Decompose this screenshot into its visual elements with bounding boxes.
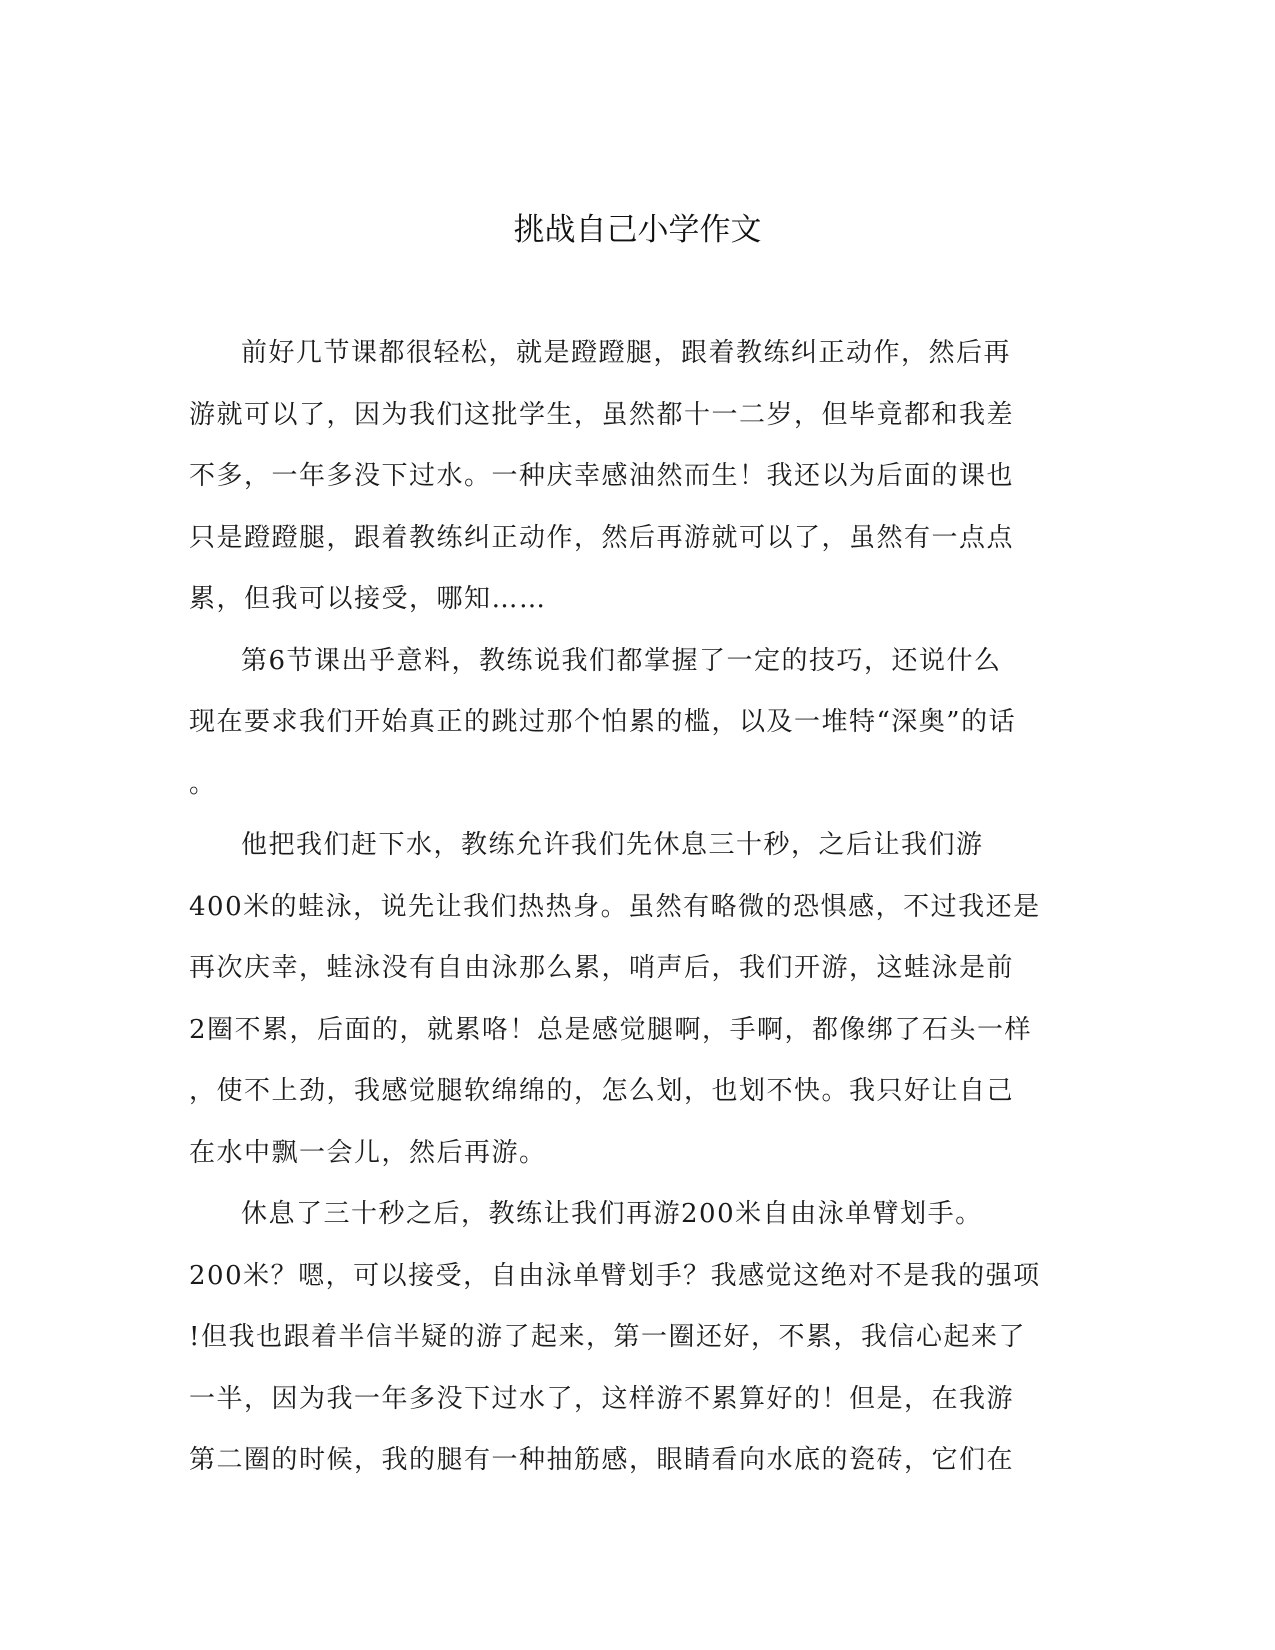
text-line: 一半，因为我一年多没下过水了，这样游不累算好的！但是，在我游	[189, 1383, 1015, 1414]
text-line: 累，但我可以接受，哪知……	[189, 584, 547, 614]
text-line: 第6节课出乎意料，教练说我们都掌握了一定的技巧，还说什么	[241, 645, 1002, 676]
text-line: 不多，一年多没下过水。一种庆幸感油然而生！我还以为后面的课也	[189, 461, 1015, 491]
document-title: 挑战自己小学作文	[513, 212, 762, 248]
text-line: 2圈不累，后面的，就累咯！总是感觉腿啊，手啊，都像绑了石头一样	[189, 1014, 1033, 1045]
text-line: 。	[189, 768, 217, 799]
text-line: 200米？嗯，可以接受，自由泳单臂划手？我感觉这绝对不是我的强项	[189, 1260, 1041, 1291]
document-body	[189, 323, 1079, 1492]
text-line: 400米的蛙泳，说先让我们热热身。虽然有略微的恐惧感，不过我还是	[189, 891, 1041, 922]
text-line: !但我也跟着半信半疑的游了起来，第一圈还好，不累，我信心起来了	[189, 1322, 1026, 1352]
text-line: 现在要求我们开始真正的跳过那个怕累的槛，以及一堆特“深奥”的话	[189, 707, 1017, 737]
text-line: 在水中飘一会儿，然后再游。	[189, 1137, 547, 1168]
text-line: 前好几节课都很轻松，就是蹬蹬腿，跟着教练纠正动作，然后再	[241, 338, 1012, 368]
text-line: 再次庆幸，蛙泳没有自由泳那么累，哨声后，我们开游，这蛙泳是前	[189, 953, 1015, 983]
text-line: 休息了三十秒之后，教练让我们再游200米自由泳单臂划手。	[241, 1199, 983, 1229]
text-line: 只是蹬蹬腿，跟着教练纠正动作，然后再游就可以了，虽然有一点点	[189, 522, 1015, 553]
text-line: 第二圈的时候，我的腿有一种抽筋感，眼睛看向水底的瓷砖，它们在	[189, 1445, 1015, 1475]
text-line: 他把我们赶下水，教练允许我们先休息三十秒，之后让我们游	[241, 830, 984, 860]
text-line: ，使不上劲，我感觉腿软绵绵的，怎么划，也划不快。我只好让自己	[189, 1076, 1015, 1106]
text-line: 游就可以了，因为我们这批学生，虽然都十一二岁，但毕竟都和我差	[189, 399, 1015, 430]
